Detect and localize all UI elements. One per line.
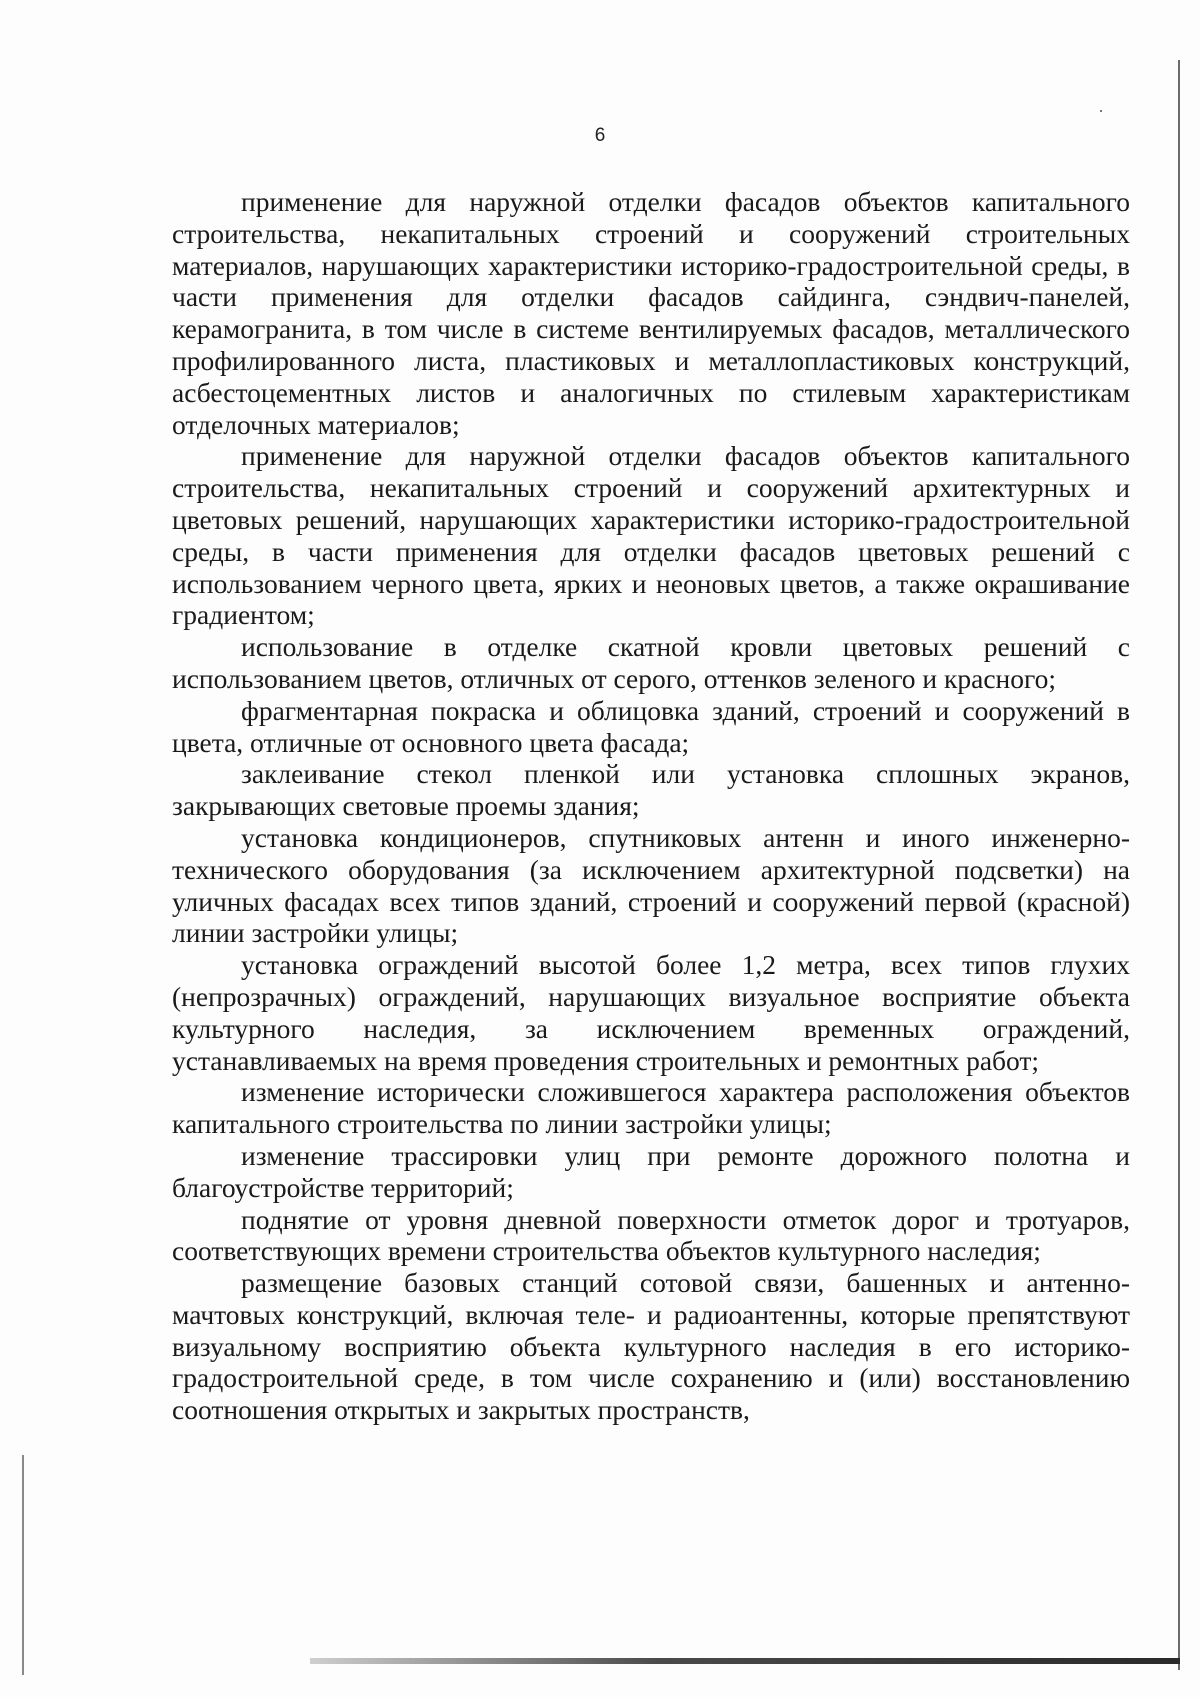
paragraph: применение для наружной отделки фасадов объектов капитального строительства, некапитальных строений и сооружений архитектурных и цветовых решений, нарушающих характеристики историко-градостроительной среды, в части применения для отделки фасадов цветовых решений с использованием черного цвета, ярких и неоновых цветов, а также окрашивание градиентом; xyxy=(172,440,1130,631)
paragraph: заклеивание стекол пленкой или установка сплошных экранов, закрывающих световые проемы здания; xyxy=(172,758,1130,822)
document-body xyxy=(172,186,1130,1426)
paragraph: установка кондиционеров, спутниковых антенн и иного инженерно-технического оборудования (за исключением архитектурной подсветки) на уличных фасадах всех типов зданий, строений и сооружений первой (красной) линии застройки улицы; xyxy=(172,821,1130,949)
page-number: 6 xyxy=(594,125,606,146)
paragraph: установка ограждений высотой более 1,2 метра, всех типов глухих (непрозрачных) ограждений, нарушающих визуальное восприятие объекта культурного наследия, за исключением временных ограждений, устанавливаемых на время проведения строительных и ремонтных работ; xyxy=(172,949,1130,1076)
scan-right-edge xyxy=(1178,60,1180,1670)
paragraph: использование в отделке скатной кровли цветовых решений с использованием цветов, отличных от серого, оттенков зеленого и красного; xyxy=(172,631,1130,694)
paragraph: поднятие от уровня дневной поверхности отметок дорог и тротуаров, соответствующих времени строительства объектов культурного наследия; xyxy=(172,1203,1130,1267)
paragraph: применение для наружной отделки фасадов объектов капитального строительства, некапитальных строений и сооружений строительных материалов, нарушающих характеристики историко-градостроительной среды, в части применения для отделки фасадов сайдинга, сэндвич-панелей, керамогранита, в том числе в системе вентилируемых фасадов, металлического профилированного листа, пластиковых и металлопластиковых конструкций, асбестоцементных листов и аналогичных по стилевым характеристикам отделочных материалов; xyxy=(172,186,1130,440)
scan-bottom-edge xyxy=(310,1658,1180,1664)
scan-speck xyxy=(1100,110,1102,112)
paragraph: размещение базовых станций сотовой связи, башенных и антенно-мачтовых конструкций, включая теле- и радиоантенны, которые препятствуют визуальному восприятию объекта культурного наследия в его историко-градостроительной среде, в том числе сохранению и (или) восстановлению соотношения открытых и закрытых пространств, xyxy=(172,1267,1130,1426)
paragraph: фрагментарная покраска и облицовка зданий, строений и сооружений в цвета, отличные от основного цвета фасада; xyxy=(172,694,1130,758)
paragraph: изменение исторически сложившегося характера расположения объектов капитального строительства по линии застройки улицы; xyxy=(172,1076,1130,1140)
paragraph: изменение трассировки улиц при ремонте дорожного полотна и благоустройстве территорий; xyxy=(172,1139,1130,1203)
scan-left-edge xyxy=(22,1455,24,1675)
